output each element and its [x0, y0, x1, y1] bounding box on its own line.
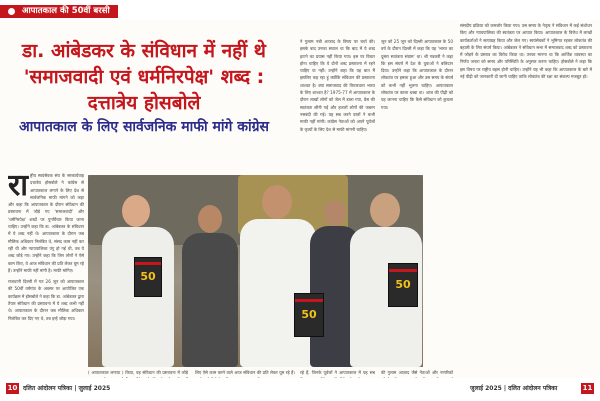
left-page-number: 10: [7, 384, 18, 392]
person-back: [180, 205, 240, 367]
caption-mid: लिए ऐसे काम करने वाले आज संविधान की प्रति लेकर घूम रहे हैं।: [195, 370, 295, 375]
caption-left: ( आपातकाल लगाया ) किया, वह संविधान की प्रस्तावना में जोड़े: [88, 370, 188, 375]
body-text-1b: राजधानी दिल्ली में गत 26 जून को आपातकाल की 50वीं वर्षगांठ के अवसर पर आयोजित एक कार्यक्रम में होसबोले ने कहा कि डा. आंबेडकर द्वारा तैयार संविधान की प्रस्तावना में ये शब्द कभी नहीं थे। आपातकाल के दौरान जब मौलिक अधिकार निलंबित कर दिए गए थे, तब इन्हें जोड़ा गया।: [8, 279, 84, 321]
book-cover-left: 50: [134, 257, 162, 297]
top-bar: [0, 0, 600, 20]
left-footer-label: दलित आंदोलन पत्रिका | जुलाई 2025: [23, 385, 111, 392]
body-text-1: ष्ट्रीय स्वयंसेवक संघ के सरकार्यवाह दत्तात्रेय होसबोले ने कांग्रेस से आपातकाल लगाने के लिए देश से सार्वजनिक माफी मांगने को कहा और कहा कि आपातकाल के दौरान संविधान की प्रस्तावना में जोड़े गए 'समाजवादी' और 'धर्मनिरपेक्ष' शब्दों पर पुनर्विचार किया जाना चाहिए। उन्होंने कहा कि डा. आंबेडकर के संविधान में ये शब्द नहीं थे। आपातकाल के दौरान जब मौलिक अधिकार निलंबित थे, संसद काम नहीं कर रही थी और न्यायपालिका पंगु हो गई थी, तब ये शब्द जोड़े गए। उन्होंने कहा कि जिन लोगों ने ऐसे काम किए, वे आज संविधान की प्रति लेकर घूम रहे हैं। उन्होंने माफी नहीं मांगी है। माफी मांगिए।: [8, 173, 84, 273]
caption-right: रहे हैं, जिनके पूर्वजों ने आपातकाल में यह सब: [300, 370, 375, 375]
drop-cap: रा: [8, 172, 29, 203]
body-text-5: संसदीय प्रक्रिया को कमजोर किया गया। उस समय के नेतृत्व ने संविधान में कई संशोधन किए और न्यायपालिका की स्वतंत्रता पर आघात किया। आपातकाल के विरोध में लाखों कार्यकर्ताओं ने सत्याग्रह किया और जेल गए। स्वयंसेवकों ने भूमिगत रहकर लोकतंत्र की बहाली के लिए संघर्ष किया। आंबेडकर ने संविधान सभा में समाजवाद शब्द को प्रस्तावना में जोड़ने के प्रस्ताव का विरोध किया था। उनका मानना था कि आर्थिक व्यवस्था का निर्णय जनता को समय और परिस्थिति के अनुसार करना चाहिए। होसबोले ने कहा कि इस विषय पर राष्ट्रीय बहस होनी चाहिए। उन्होंने यह भी कहा कि आपातकाल के बारे में नई पीढ़ी को जानकारी दी जानी चाहिए ताकि लोकतंत्र की रक्षा का संकल्प मजबूत हो।: [460, 23, 592, 80]
article-subhead: आपातकाल के लिए सार्वजनिक माफी मांगे कांग्रेस: [18, 119, 270, 135]
article-headline: डा. आंबेडकर के संविधान में नहीं थे 'समाजवादी एवं धर्मनिरपेक्ष' शब्द : दत्तात्रेय होसबोले: [22, 40, 266, 114]
person-center: [238, 185, 318, 367]
bullet-icon: [8, 8, 15, 15]
section-kicker: [0, 5, 118, 18]
right-page-number: 11: [582, 384, 593, 392]
book-cover-right: 50: [388, 263, 418, 307]
body-text-3: ने गुलाम नबी आजाद के विषय पर चर्चा की। इसके बाद उनका सवाल था कि बाद में ये शब्द हटाने का प्रयास नहीं किया गया। इस पर विचार होना चाहिए कि ये दोनों शब्द प्रस्तावना में रहने चाहिए या नहीं। उन्होंने कहा कि यह बात मैं इसलिए कह रहा हूं क्योंकि संविधान की प्रस्तावना शाश्वत है। क्या समाजवाद की विचारधारा भारत के लिए शाश्वत है? 1975-77 में आपातकाल के दौरान लाखों लोगों को जेल में डाला गया, प्रेस की स्वतंत्रता छीनी गई और हजारों लोगों की जबरन नसबंदी की गई। यह सब करने वालों ने कभी माफी नहीं मांगी। कांग्रेस नेताओं को अपने पूर्वजों के कृत्यों के लिए देश से माफी मांगनी चाहिए।: [300, 39, 375, 132]
body-column-1: [8, 172, 84, 377]
event-photo: [88, 175, 423, 367]
body-column-4: [381, 38, 453, 172]
body-column-3: [300, 38, 375, 172]
body-column-5: [460, 22, 592, 374]
right-footer-label: जुलाई 2025 | दलित आंदोलन पत्रिका: [470, 385, 558, 392]
kicker-text: आपातकाल की 50वीं बरसी: [22, 6, 110, 16]
book-cover-center: 50: [294, 293, 324, 337]
caption-far: की गुलाम आज़ाद जैसे नेताओं और नागरिकों: [381, 370, 453, 375]
body-text-4: जून को 25 जून को दिल्ली आपातकाल के 50 वर्ष के दौरान दिल्ली में कहा कि यह 'भारत का दूसरा स्वतंत्रता संग्राम' था। श्री गडकरी ने कहा कि इस संघर्ष में देश के युवाओं ने बलिदान दिया। उन्होंने कहा कि आपातकाल के दौरान लोकतंत्र पर हमला हुआ और उस समय के संघर्ष को कभी नहीं भूलना चाहिए। आपातकाल लोकतंत्र पर काला धब्बा था। आज की पीढ़ी को यह जानना चाहिए कि कैसे संविधान को कुचला गया।: [381, 39, 453, 110]
